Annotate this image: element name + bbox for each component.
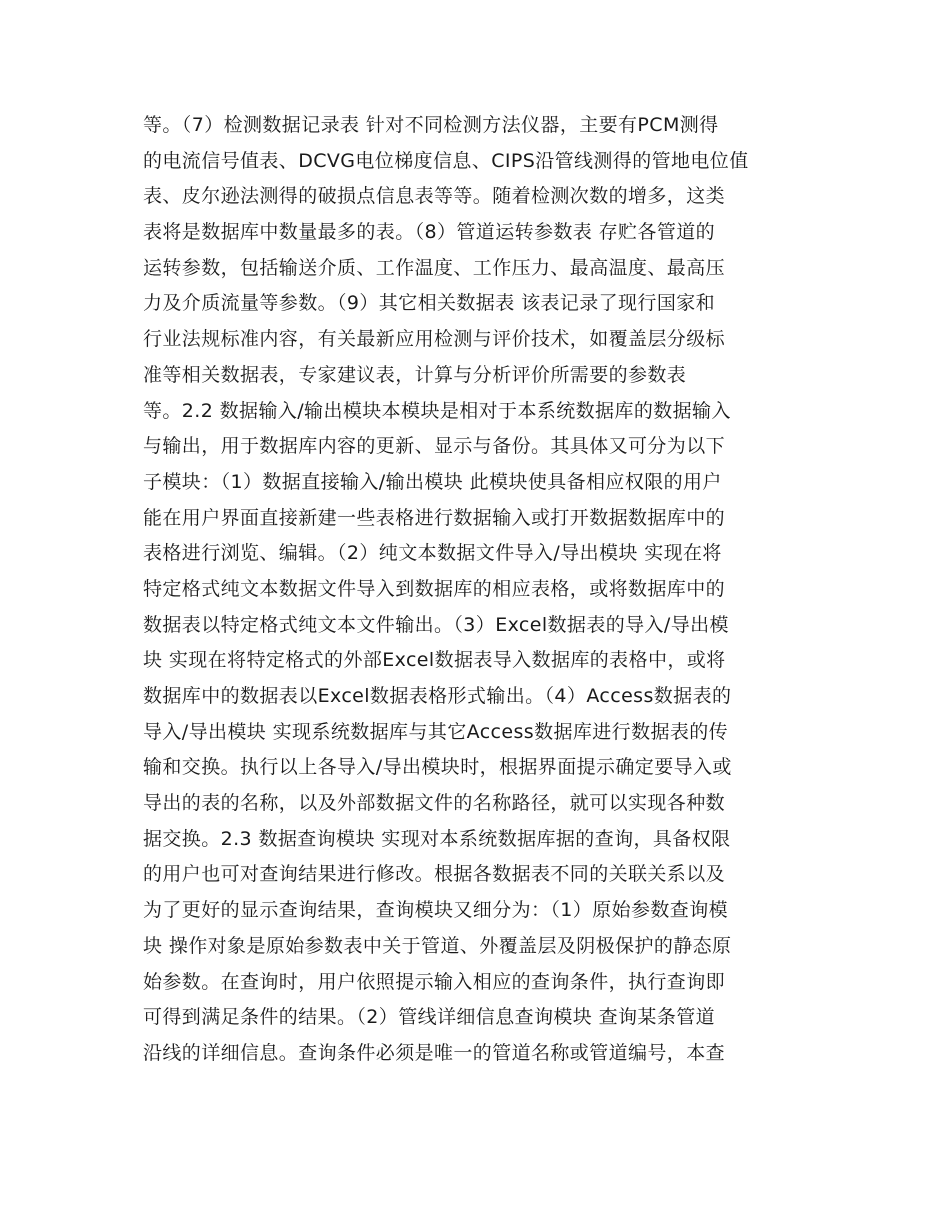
text-line: 准等相关数据表，专家建议表，计算与分析评价所需要的参数表: [143, 363, 687, 386]
text-line: 运转参数，包括输送介质、工作温度、工作压力、最高温度、最高压: [143, 256, 726, 279]
text-line: 输和交换。执行以上各导入/导出模块时，根据界面提示确定要导入或: [143, 756, 732, 779]
text-line: 与输出，用于数据库内容的更新、显示与备份。其具体又可分为以下: [143, 435, 726, 458]
text-line: 为了更好的显示查询结果，查询模块又细分为：（1）原始参数查询模: [143, 899, 728, 922]
text-line: 据交换。2.3 数据查询模块 实现对本系统数据库据的查询，具备权限: [143, 827, 731, 850]
text-line: 数据表以特定格式纯文本文件输出。（3）Excel数据表的导入/导出模: [143, 613, 729, 636]
text-line: 表格进行浏览、编辑。（2）纯文本数据文件导入/导出模块 实现在将: [143, 542, 722, 565]
body-text: [143, 108, 813, 1072]
text-line: 的用户也可对查询结果进行修改。根据各数据表不同的关联关系以及: [143, 863, 726, 886]
text-line: 等。（7）检测数据记录表 针对不同检测方法仪器，主要有PCM测得: [143, 114, 719, 136]
text-line: 特定格式纯文本数据文件导入到数据库的相应表格，或将数据库中的: [143, 577, 726, 600]
text-line: 表将是数据库中数量最多的表。（8）管道运转参数表 存贮各管道的: [143, 221, 716, 244]
text-line: 导入/导出模块 实现系统数据库与其它Access数据库进行数据表的传: [143, 720, 729, 743]
text-line: 表、皮尔逊法测得的破损点信息表等等。随着检测次数的增多，这类: [143, 185, 726, 208]
text-line: 力及介质流量等参数。（9）其它相关数据表 该表记录了现行国家和: [143, 292, 716, 315]
text-line: 导出的表的名称，以及外部数据文件的名称路径，就可以实现各种数: [143, 792, 726, 815]
text-line: 行业法规标准内容，有关最新应用检测与评价技术，如覆盖层分级标: [143, 328, 726, 351]
text-line: 数据库中的数据表以Excel数据表格形式输出。（4）Access数据表的: [143, 685, 732, 707]
text-line: 可得到满足条件的结果。（2）管线详细信息查询模块 查询某条管道: [143, 1006, 716, 1029]
text-line: 等。2.2 数据输入/输出模块本模块是相对于本系统数据库的数据输入: [143, 399, 731, 422]
text-line: 的电流信号值表、DCVG电位梯度信息、CIPS沿管线测得的管地电位值: [143, 149, 749, 172]
text-line: 能在用户界面直接新建一些表格进行数据输入或打开数据数据库中的: [143, 506, 726, 529]
text-line: 始参数。在查询时，用户依照提示输入相应的查询条件，执行查询即: [143, 970, 726, 993]
text-line: 子模块：（1）数据直接输入/输出模块 此模块使具备相应权限的用户: [143, 470, 722, 493]
text-line: 块 操作对象是原始参数表中关于管道、外覆盖层及阴极保护的静态原: [143, 934, 732, 957]
text-line: 块 实现在将特定格式的外部Excel数据表导入数据库的表格中，或将: [143, 649, 726, 672]
text-line: 沿线的详细信息。查询条件必须是唯一的管道名称或管道编号，本查: [143, 1041, 726, 1064]
